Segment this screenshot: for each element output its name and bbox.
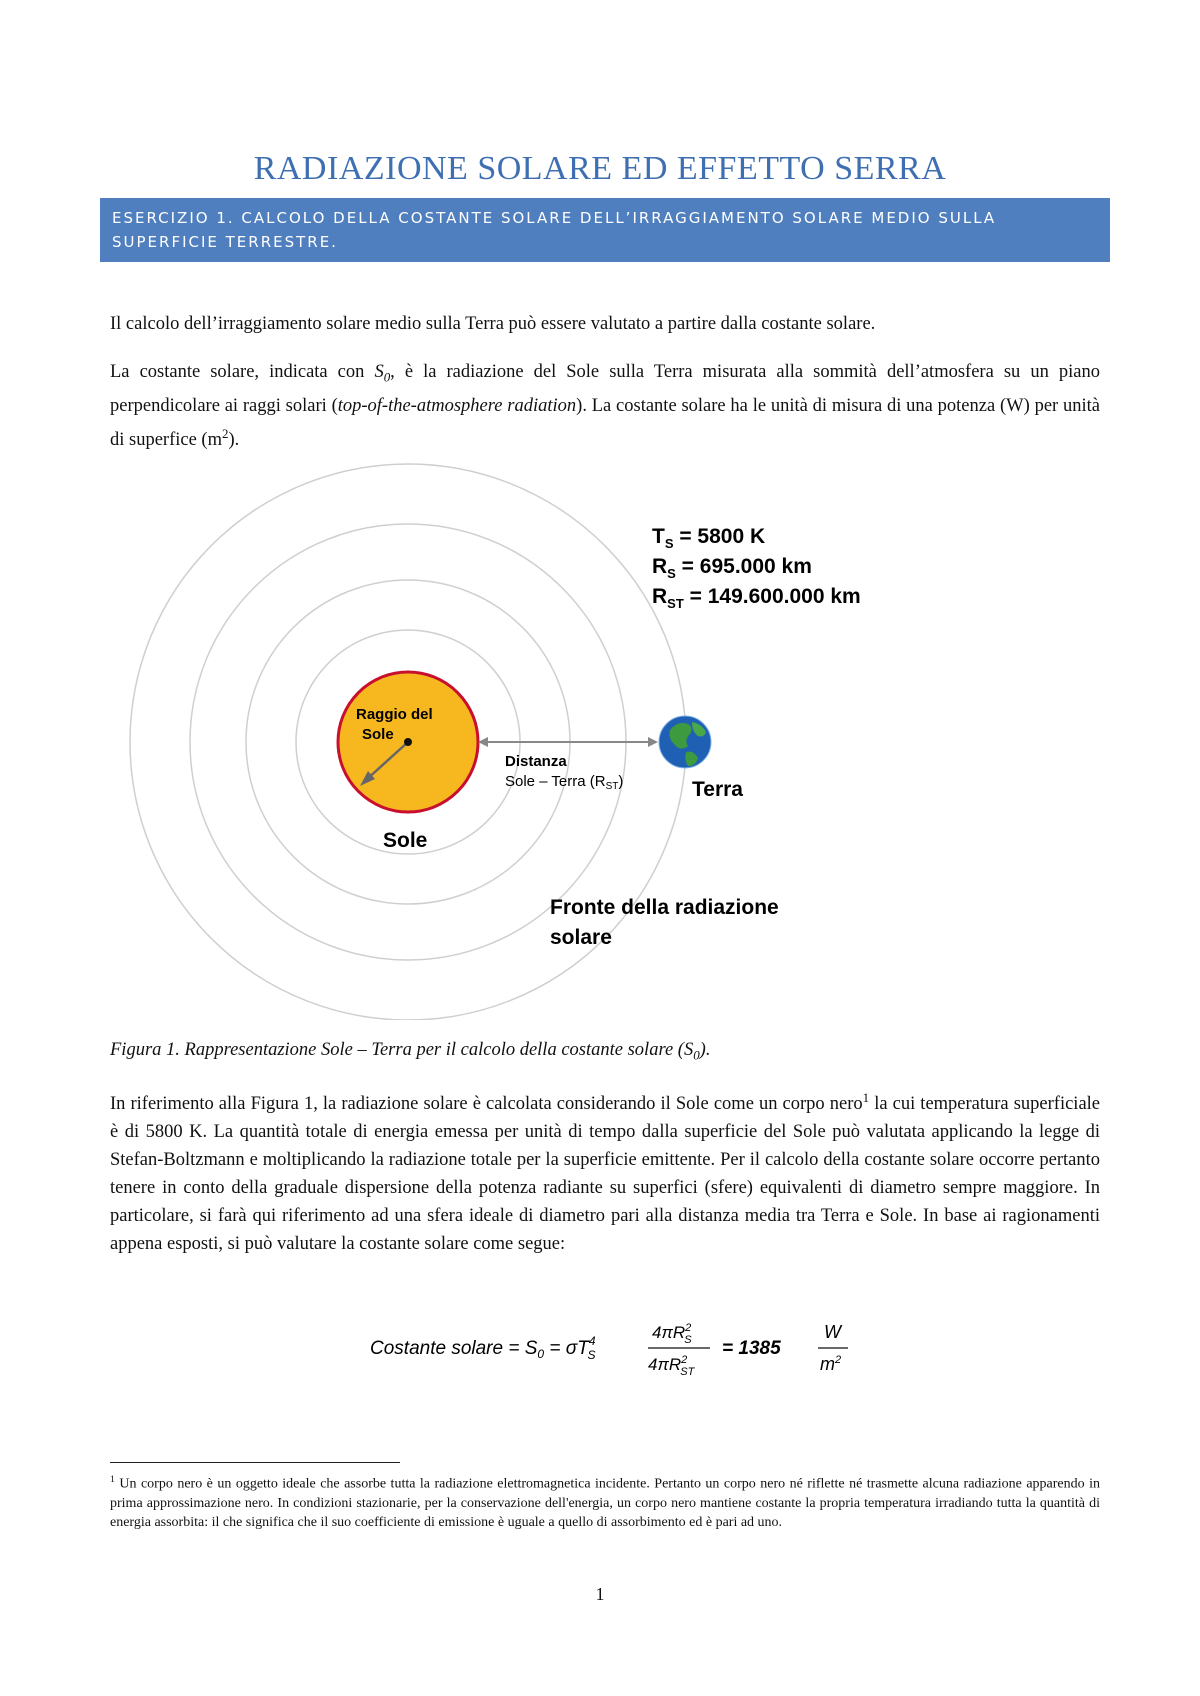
distance-arrowhead-right [648,737,658,747]
rst-parameter: $R_{ST} = 149.600.000$ km [652,585,861,611]
section-banner: ESERCIZIO 1. CALCOLO DELLA COSTANTE SOLARE DELL’IRRAGGIAMENTO SOLARE MEDIO SULLA SUPERFICIE TERRESTRE. [100,198,1110,262]
solar-constant-formula [370,1318,890,1378]
page-title: RADIAZIONE SOLARE ED EFFETTO SERRA [253,150,947,187]
distance-arrowhead-left [478,737,488,747]
ts-parameter: $T_S = 5800$ K [652,525,766,551]
footnote: $^1$ Un corpo nero è un oggetto ideale che assorbe tutta la radiazione elettromagnetica incidente. Pertanto un corpo nero né riflette né trasmette alcuna radiazione apparendo in prima approssimazione nero. In condizioni stazionarie, per la conservazione dell'energia, un corpo nero mantiene costante la propria temperatura irradiando tutta la quantità di energia assorbita: il che significa che il suo coefficiente di emissione è uguale a quello di assorbimento ed è pari ad uno. [110,1474,1100,1530]
radiation-front-label-line2: solare [550,926,612,949]
radiation-front-label-line1: Fronte della radiazione [550,896,779,919]
sun-center-dot [404,738,412,746]
footnote-mark: 1 [110,1474,115,1485]
formula-numerator: $4\pi R^2$ S [652,1322,692,1346]
paragraph-intro: Il calcolo dell’irraggiamento solare medio sulla Terra può essere valutato a partire dalla costante solare. [110,314,876,334]
earth-label: Terra [692,778,743,801]
sun-radius-label-line1: Raggio del [356,706,433,723]
formula-unit-denominator: $m^2$ [820,1354,842,1374]
formula-unit-numerator: W [824,1322,841,1342]
paragraph-blackbody: In riferimento alla Figura 1, la radiazione solare è calcolata considerando il Sole come un corpo nero$^1$ la cui temperatura superficiale è di 5800 K. La quantità totale di energia emessa per unità di tempo dalla superficie del Sole può valutata applicando la legge di Stefan-Boltzmann e moltiplicando la radiazione totale per la superficie emittente. Per il calcolo della costante solare occorre pertanto tenere in conto della graduale dispersione della potenza radiante su superfici (sfere) equivalenti di diametro sempre maggiore. In particolare, si farà qui riferimento ad una sfera ideale di diametro pari alla distanza media tra Terra e Sole. In base ai ragionamenti appena esposti, si può valutare la costante solare come segue: [110,1090,1101,1255]
earth-icon [659,716,711,768]
formula-denominator: $4\pi R^2$ ST [648,1354,695,1378]
figure-caption: Figura 1. Rappresentazione Sole – Terra per il calcolo della costante solare $(S_0)$. [110,1040,711,1063]
rs-parameter: $R_S = 695.000$ km [652,555,812,581]
footnote-separator [110,1462,400,1463]
distance-label-line1: Distanza [505,753,567,770]
paragraph-solar-constant: La costante solare, indicata con $S_0$, è la radiazione del Sole sulla Terra misurata alla sommità dell’atmosfera su un piano perpendicolare ai raggi solari (top-of-the-atmosphere radiation). La costante solare ha le unità di misura di una potenza (W) per unità di superfice $(m^2)$. [110,362,1100,450]
sun-earth-figure [110,460,930,1020]
formula-result: = 1385 [722,1338,781,1359]
distance-label-line2: Sole – Terra $(R_{ST})$ [505,773,624,792]
sun-label: Sole [383,829,428,852]
footnote-reference[interactable]: 1 [862,1090,870,1105]
page-number: 1 [595,1584,605,1604]
sun-radius-label-line2: Sole [362,726,394,743]
svg-text:Costante solare = S0 = σT4S: Costante solare = $S_0 = \sigma T^4$ S [370,1334,596,1362]
